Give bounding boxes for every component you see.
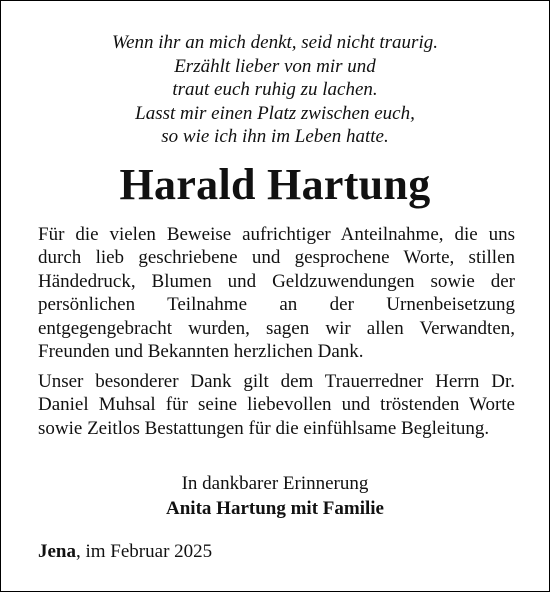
thanks-paragraph: Für die vielen Beweise aufrichtiger Anteilnahme, die uns durch lieb geschriebene und gesprochene Worte, stillen Händedruck, Blumen und Geldzuwendungen sowie der persönlichen Teilnahme an der Urnenbeisetzung entgegengebracht wurden, sagen wir allen Verwandten, Freunden und Bekannten herzlichen Dank. [38,224,515,363]
date: , im Februar 2025 [76,541,213,562]
special-thanks-paragraph: Unser besonderer Dank gilt dem Trauerredner Herrn Dr. Daniel Muhsal für seine liebevollen und tröstenden Worte sowie Zeitlos Bestattungen für die einfühlsame Begleitung. [38,371,515,439]
poem [1,31,549,149]
signature: Anita Hartung mit Familie [166,498,384,519]
place-and-date [38,540,212,563]
closing-phrase: In dankbarer Erinnerung [181,473,369,494]
poem-line: traut euch ruhig zu lachen. [172,79,378,100]
poem-line: Erzählt lieber von mir und [174,55,376,77]
poem-line: Lasst mir einen Platz zwischen euch, [135,102,415,124]
poem-line: Wenn ihr an mich denkt, seid nicht traurig. [112,32,438,53]
place: Jena [38,541,76,562]
poem-line: so wie ich ihn im Leben hatte. [161,126,389,147]
deceased-name: Harald Hartung [119,160,431,209]
